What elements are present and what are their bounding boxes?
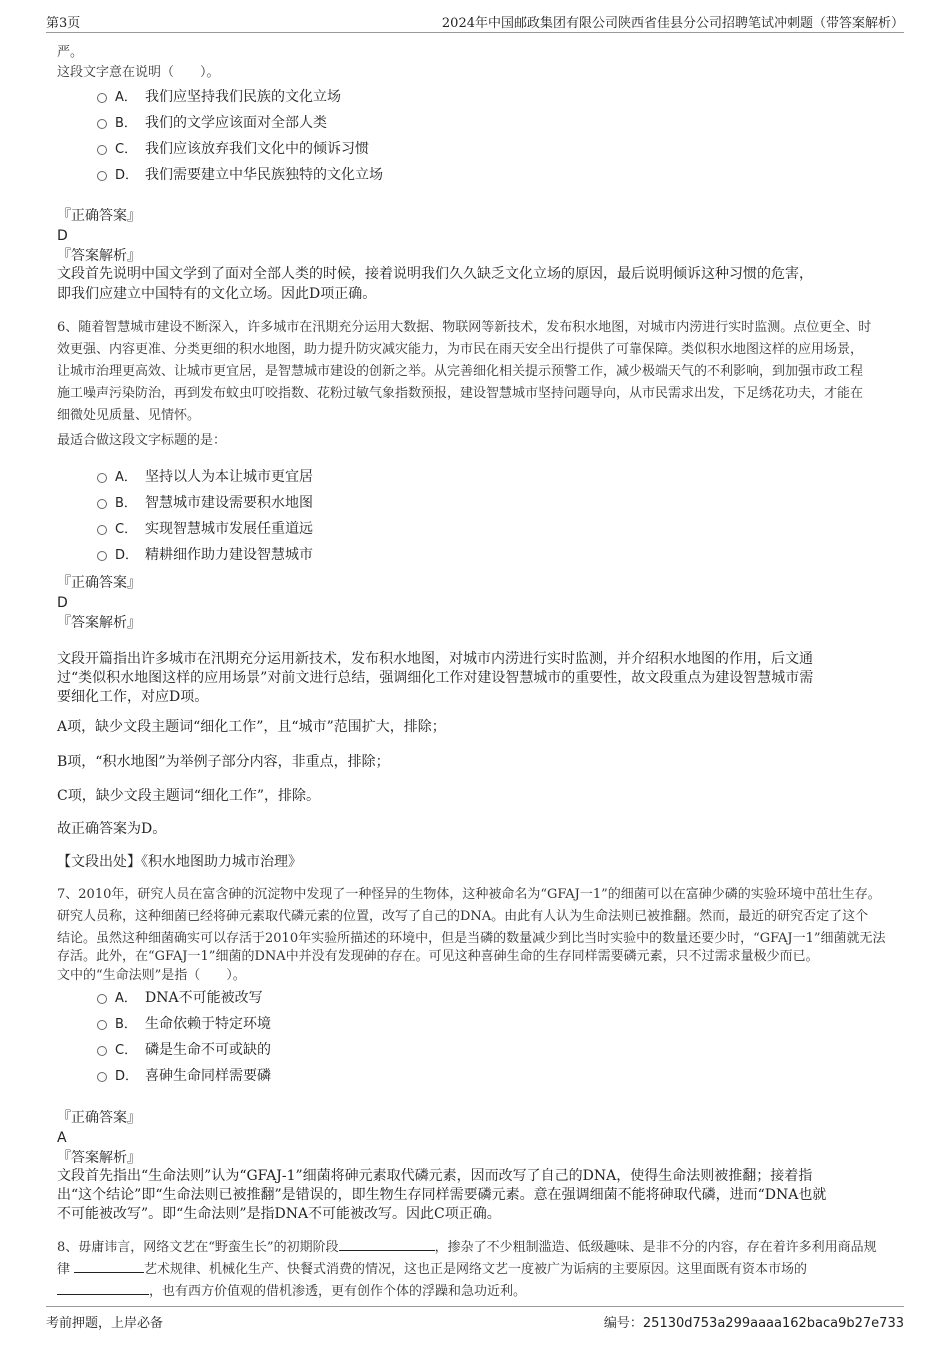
fill-blank[interactable] bbox=[339, 1236, 435, 1251]
q6-analysis-line-1: 文段开篇指出许多城市在汛期充分运用新技术，发布积水地图，对城市内涝进行实时监测，并介绍积水地图的作用，后文通 bbox=[57, 651, 813, 667]
q7-answer: A bbox=[57, 1130, 67, 1146]
q7-stem-line-4: 存活。此外，在“GFAJ一1”细菌的DNA中并没有发现砷的存在。可见这种喜砷生命的生存同样需要磷元素，只不过需求量极少而已。 bbox=[57, 949, 819, 964]
radio-icon[interactable] bbox=[97, 171, 107, 181]
q5-analysis-line-1: 文段首先说明中国文学到了面对全部人类的时候，接着说明我们久久缺乏文化立场的原因，最后说明倾诉这种习惯的危害， bbox=[57, 266, 813, 282]
document-title: 2024年中国邮政集团有限公司陕西省佳县分公司招聘笔试冲刺题（带答案解析） bbox=[441, 16, 904, 31]
radio-icon[interactable] bbox=[97, 473, 107, 483]
q6-option-b[interactable]: B． 智慧城市建设需要积水地图 bbox=[97, 493, 313, 513]
q5-option-d[interactable]: D． 我们需要建立中华民族独特的文化立场 bbox=[97, 165, 383, 185]
footer-slogan: 考前押题，上岸必备 bbox=[46, 1316, 164, 1331]
q6-stem-line-2: 效更强、内容更准、分类更细的积水地图，助力提升防灾减灾能力，为市民在雨天安全出行提供了可靠保障。类似积水地图这样的应用场景， bbox=[57, 342, 864, 357]
q6-conclusion: 故正确答案为D。 bbox=[57, 821, 167, 837]
q6-answer-label: 『正确答案』 bbox=[57, 575, 141, 591]
q5-answer: D bbox=[57, 228, 68, 244]
fill-blank[interactable] bbox=[74, 1258, 144, 1273]
q6-analysis-line-2: 过“类似积水地图这样的应用场景”对前文进行总结，强调细化工作对建设智慧城市的重要性，故文段重点为建设智慧城市需 bbox=[57, 670, 814, 686]
q6-option-d[interactable]: D． 精耕细作助力建设智慧城市 bbox=[97, 545, 313, 565]
q7-analysis-line-3: 不可能被改写”。即“生命法则”是指DNA不可能被改写。因此C项正确。 bbox=[57, 1206, 501, 1222]
page-number: 第3页 bbox=[46, 16, 81, 31]
q7-stem-line-3: 结论。虽然这种细菌确实可以存活于2010年实验所描述的环境中，但是当磷的数量减少到比当时实验中的数量还要少时，“GFAJ一1”细菌就无法 bbox=[57, 931, 886, 946]
q5-prompt: 这段文字意在说明（ ）。 bbox=[57, 65, 220, 80]
q5-analysis-line-2: 即我们应建立中国特有的文化立场。因此D项正确。 bbox=[57, 286, 377, 302]
q6-option-c[interactable]: C． 实现智慧城市发展任重道远 bbox=[97, 519, 313, 539]
q6-option-c-note: C项，缺少文段主题词“细化工作”，排除。 bbox=[57, 788, 321, 804]
q7-analysis-line-1: 文段首先指出“生命法则”认为“GFAJ-1”细菌将砷元素取代磷元素，因而改写了自己的DNA，使得生命法则被推翻；接着指 bbox=[57, 1168, 813, 1184]
q6-stem-line-4: 施工噪声污染防治，再到发布蚊虫叮咬指数、花粉过敏气象指数预报，建设智慧城市坚持问题导向，从市民需求出发，下足绣花功夫，才能在 bbox=[57, 386, 864, 401]
page-header bbox=[46, 10, 904, 33]
q6-option-a[interactable]: A． 坚持以人为本让城市更宜居 bbox=[97, 467, 313, 487]
q6-stem-line-3: 让城市治理更高效、让城市更宜居，是智慧城市建设的创新之举。从完善细化相关提示预警工作，减少极端天气的不利影响，到加强市政工程 bbox=[57, 364, 864, 379]
q6-prompt: 最适合做这段文字标题的是： bbox=[57, 433, 227, 448]
q5-answer-label: 『正确答案』 bbox=[57, 208, 141, 224]
radio-icon[interactable] bbox=[97, 1020, 107, 1030]
page-footer bbox=[46, 1306, 904, 1331]
q7-stem-line-1: 7、2010年，研究人员在富含砷的沉淀物中发现了一种怪异的生物体，这种被命名为“GFAJ一1”的细菌可以在富砷少磷的实验环境中茁壮生存。 bbox=[57, 887, 881, 902]
q6-stem-line-1: 6、随着智慧城市建设不断深入，许多城市在汛期充分运用大数据、物联网等新技术，发布积水地图，对城市内涝进行实时监测。点位更全、时 bbox=[57, 320, 872, 335]
radio-icon[interactable] bbox=[97, 1072, 107, 1082]
q6-analysis-line-3: 要细化工作，对应D项。 bbox=[57, 689, 209, 705]
q6-source: 【文段出处】《积水地图助力城市治理》 bbox=[57, 854, 302, 870]
q7-option-c[interactable]: C． 磷是生命不可或缺的 bbox=[97, 1040, 271, 1060]
radio-icon[interactable] bbox=[97, 499, 107, 509]
q6-answer: D bbox=[57, 595, 68, 611]
q6-option-b-note: B项，“积水地图”为举例子部分内容，非重点，排除； bbox=[57, 754, 390, 770]
q7-answer-label: 『正确答案』 bbox=[57, 1110, 141, 1126]
q7-analysis-label: 『答案解析』 bbox=[57, 1150, 141, 1166]
document-code: 编号：25130d753a299aaaa162baca9b27e733 bbox=[603, 1316, 904, 1331]
radio-icon[interactable] bbox=[97, 119, 107, 129]
q6-option-a-note: A项，缺少文段主题词“细化工作”，且“城市”范围扩大，排除； bbox=[57, 719, 446, 735]
radio-icon[interactable] bbox=[97, 525, 107, 535]
q5-option-a[interactable]: A． 我们应坚持我们民族的文化立场 bbox=[97, 87, 341, 107]
q7-option-a[interactable]: A． DNA不可能被改写 bbox=[97, 988, 263, 1008]
radio-icon[interactable] bbox=[97, 551, 107, 561]
q8-stem-line-3: ，也有西方价值观的借机渗透，更有创作个体的浮躁和急功近利。 bbox=[57, 1280, 526, 1304]
q7-analysis-line-2: 出“这个结论”即“生命法则已被推翻”是错误的，即生物生存同样需要磷元素。意在强调细菌不能将砷取代磷，进而“DNA也就 bbox=[57, 1187, 827, 1203]
q7-prompt: 文中的“生命法则”是指（ ）。 bbox=[57, 968, 246, 983]
q5-option-b[interactable]: B． 我们的文学应该面对全部人类 bbox=[97, 113, 327, 133]
q5-analysis-label: 『答案解析』 bbox=[57, 248, 141, 264]
radio-icon[interactable] bbox=[97, 145, 107, 155]
q7-stem-line-2: 研究人员称，这种细菌已经将砷元素取代磷元素的位置，改写了自己的DNA。由此有人认为生命法则已被推翻。然而，最近的研究否定了这个 bbox=[57, 909, 869, 924]
q5-stem-tail: 严。 bbox=[57, 45, 84, 60]
q8-stem-line-2: 律 艺术规律、机械化生产、快餐式消费的情况，这也正是网络文艺一度被广为诟病的主要原因。这里面既有资本市场的 bbox=[57, 1258, 807, 1282]
q7-option-b[interactable]: B． 生命依赖于特定环境 bbox=[97, 1014, 271, 1034]
radio-icon[interactable] bbox=[97, 994, 107, 1004]
q6-stem-line-5: 细微处见质量、见情怀。 bbox=[57, 408, 201, 423]
q6-analysis-label: 『答案解析』 bbox=[57, 615, 141, 631]
radio-icon[interactable] bbox=[97, 1046, 107, 1056]
q5-option-c[interactable]: C． 我们应该放弃我们文化中的倾诉习惯 bbox=[97, 139, 369, 159]
radio-icon[interactable] bbox=[97, 93, 107, 103]
q8-stem-line-1: 8、毋庸讳言，网络文艺在“野蛮生长”的初期阶段 ，掺杂了不少粗制滥造、低级趣味、是非不分的内容，存在着许多利用商品规 bbox=[57, 1236, 877, 1260]
q7-option-d[interactable]: D． 喜砷生命同样需要磷 bbox=[97, 1066, 271, 1086]
fill-blank[interactable] bbox=[57, 1280, 149, 1295]
